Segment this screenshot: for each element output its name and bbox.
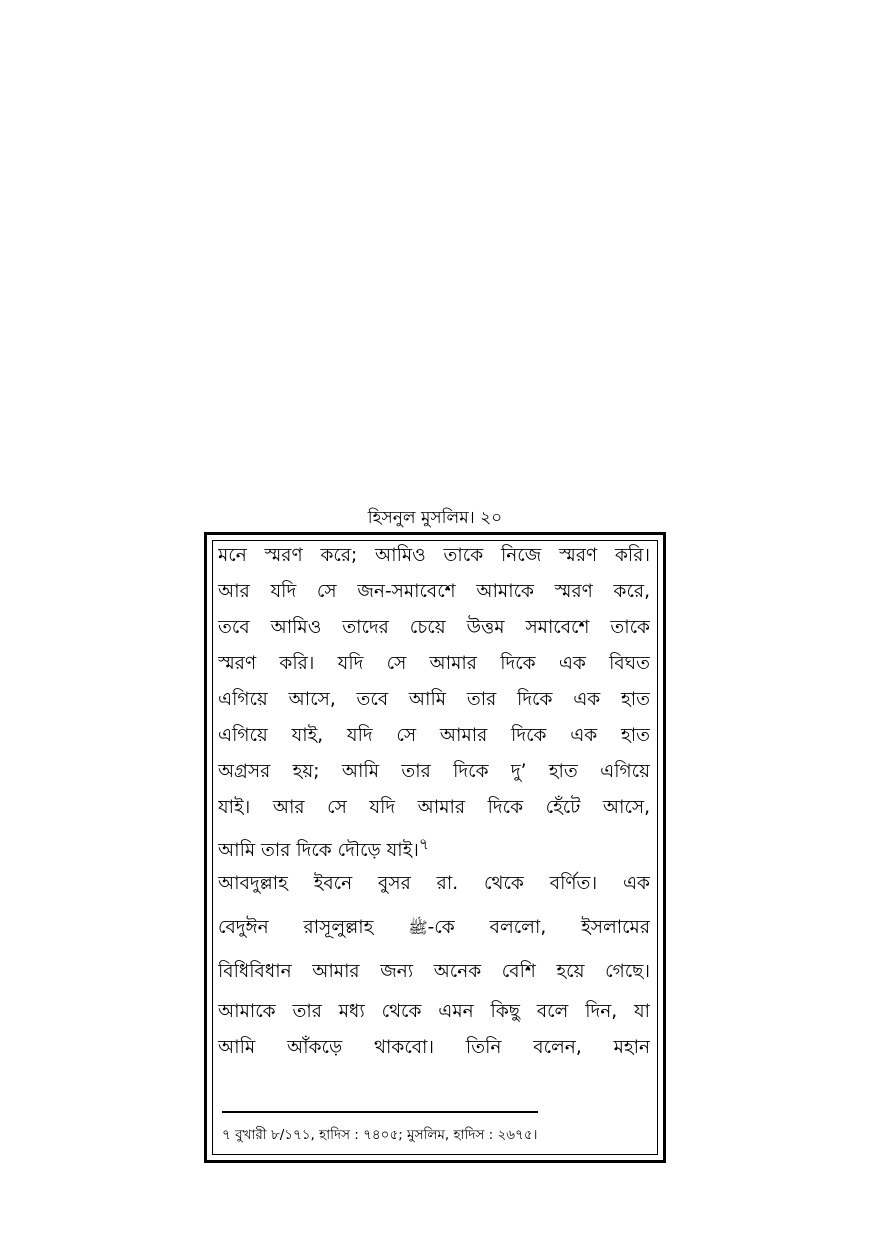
text-line-13: আমাকে তার মধ্য থেকে এমন কিছু বলে দিন, যা [218, 1001, 650, 1022]
text-line-7: অগ্রসর হয়; আমি তার দিকে দু’ হাত এগিয়ে [218, 761, 650, 782]
footnote: ৭ বুখারী ৮/১৭১, হাদিস : ৭৪০৫; মুসলিম, হাদিস : ২৬৭৫। [222, 1127, 538, 1143]
text-line-10: আবদুল্লাহ ইবনে বুসর রা. থেকে বর্ণিত। এক [218, 873, 650, 894]
text-line-12: বিধিবিধান আমার জন্য অনেক বেশি হয়ে গেছে। [218, 961, 650, 982]
text-line-3: তবে আমিও তাদের চেয়ে উত্তম সমাবেশে তাকে [218, 617, 650, 638]
body-text [218, 538, 650, 1066]
text-line-8: যাই। আর সে যদি আমার দিকে হেঁটে আসে, [218, 797, 650, 818]
salutation-glyph: ﷺ [408, 918, 428, 937]
text-line-9 [218, 826, 650, 862]
text-line-9-content: আমি তার দিকে দৌড়ে যাই। [218, 840, 419, 862]
text-line-11 [218, 906, 650, 950]
text-line-4: স্মরণ করি। যদি সে আমার দিকে এক বিঘত [218, 653, 650, 674]
running-header: হিসনুল মুসলিম। ২০ [367, 508, 503, 528]
text-line-6: এগিয়ে যাই, যদি সে আমার দিকে এক হাত [218, 725, 650, 746]
text-line-11-part-2: -কে বললো, ইসলামের [427, 917, 650, 938]
footnote-separator [222, 1111, 538, 1113]
text-line-14: আমি আঁকড়ে থাকবো। তিনি বলেন, মহান [218, 1037, 650, 1058]
text-line-2: আর যদি সে জন-সমাবেশে আমাকে স্মরণ করে, [218, 581, 650, 602]
footnote-marker: ৭ [418, 835, 429, 853]
text-line-5: এগিয়ে আসে, তবে আমি তার দিকে এক হাত [218, 689, 650, 710]
text-line-11-part-1: বেদুঈন রাসূলুল্লাহ [218, 917, 374, 938]
text-line-1: মনে স্মরণ করে; আমিও তাকে নিজে স্মরণ করি। [218, 545, 650, 566]
